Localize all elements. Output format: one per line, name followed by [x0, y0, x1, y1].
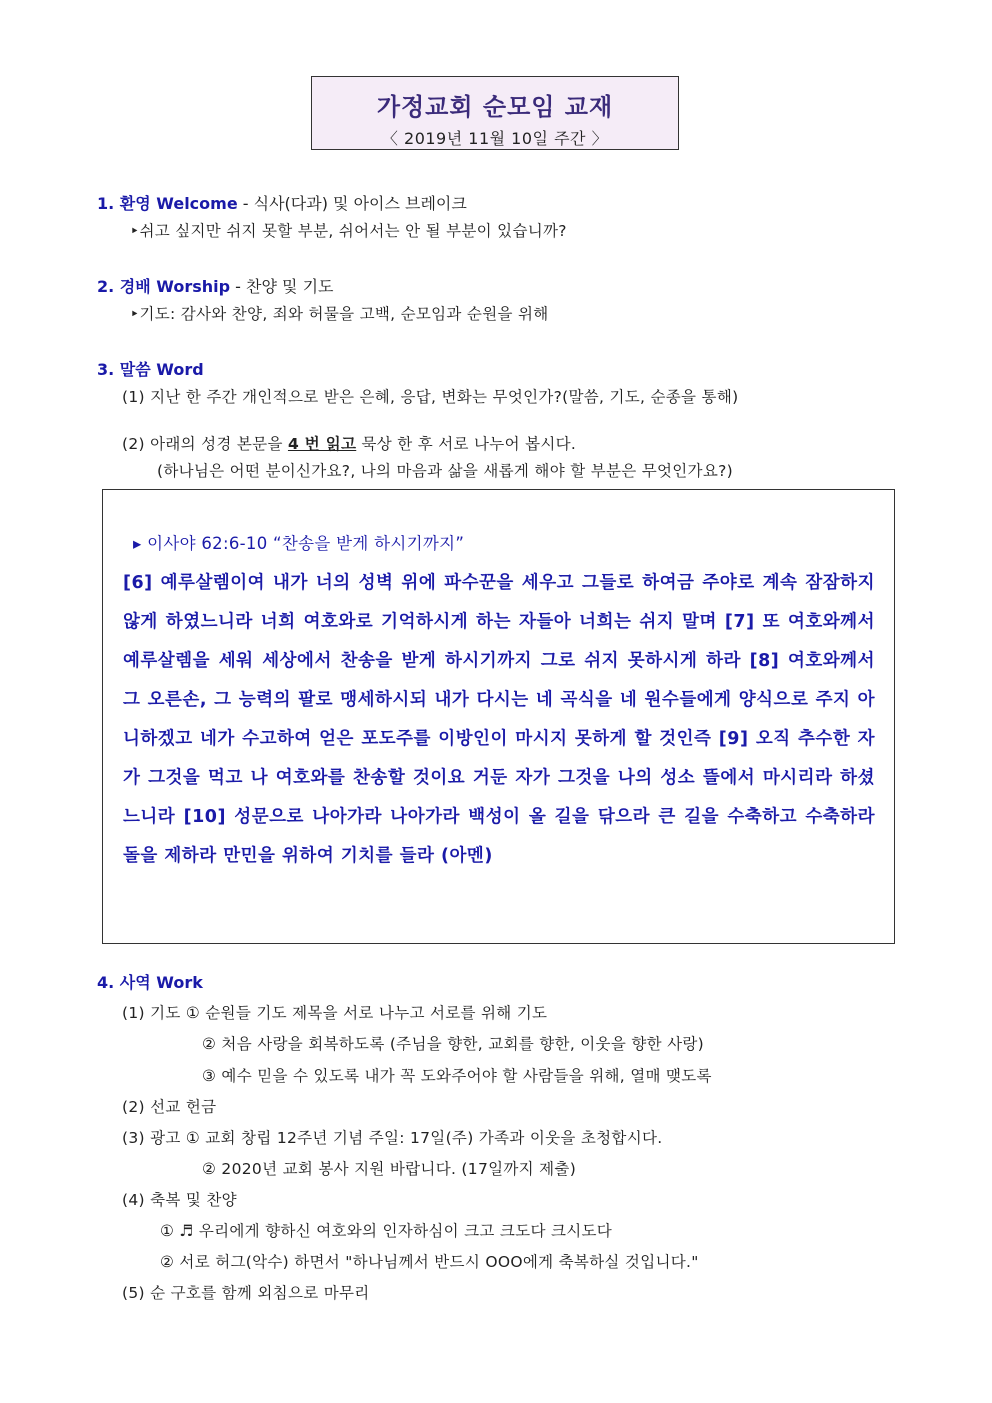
section-word	[97, 357, 204, 380]
work-mission-offering: (2) 선교 헌금	[122, 1098, 217, 1116]
word-question-2-sub: (하나님은 어떤 분이신가요?, 나의 마음과 삶을 새롭게 해야 할 부분은 무엇인가요?)	[157, 462, 733, 480]
worship-prayer: ‣기도: 감사와 찬양, 죄와 허물을 고백, 순모임과 순원을 위해	[130, 305, 549, 323]
work-prayer-3: ③ 예수 믿을 수 있도록 내가 꼭 도와주어야 할 사람들을 위해, 열매 맺도록	[202, 1067, 712, 1085]
work-prayer-1: (1) 기도 ① 순원들 기도 제목을 서로 나누고 서로를 위해 기도	[122, 1004, 548, 1022]
section-welcome	[97, 191, 467, 214]
work-closing: (5) 순 구호를 함께 외침으로 마무리	[122, 1284, 370, 1302]
title-box	[311, 76, 679, 150]
word-question-2-emphasis: 4 번 읽고	[287, 435, 357, 453]
work-blessing-song: ① ♬ 우리에게 향하신 여호와의 인자하심이 크고 크도다 크시도다	[160, 1222, 613, 1240]
scripture-text: [6] 예루살렘이여 내가 너의 성벽 위에 파수꾼을 세우고 그들로 하여금 주야로 계속 잠잠하지 않게 하였느니라 너희 여호와로 기억하시게 하는 자들아 너희는 쉬지 말며 [7] 또 여호와께서 예루살렘을 세워 세상에서 찬송을 받게 하시기까지 그로 쉬지 못하시게 하라 [8] 여호와께서 그 오른손, 그 능력의 팔로 맹세하시되 내가 다시는 네 곡식을 네 원수들에게 양식으로 주지 아니하겠고 네가 수고하여 얻은 포도주를 이방인이 마시지 못하게 할 것인즉 [9] 오직 추수한 자가 그것을 먹고 나 여호와를 찬송할 것이요 거둔 자가 그것을 나의 성소 뜰에서 마시리라 하셨느니라 [10] 성문으로 나아가라 나아가라 백성이 올 길을 닦으라 큰 길을 수축하고 수축하라 돌을 제하라 만민을 위하여 기치를 들라 (아멘)	[123, 573, 875, 866]
section-welcome-desc: - 식사(다과) 및 아이스 브레이크	[237, 194, 467, 213]
scripture-box	[102, 489, 895, 944]
section-work	[97, 970, 203, 993]
work-blessing-hug: ② 서로 허그(악수) 하면서 "하나님께서 반드시 OOO에게 축복하실 것입니다."	[160, 1253, 699, 1271]
section-work-heading: 4. 사역 Work	[97, 973, 203, 992]
work-announcement-2: ② 2020년 교회 봉사 지원 바랍니다. (17일까지 제출)	[202, 1160, 577, 1178]
work-prayer-2: ② 처음 사랑을 회복하도록 (주님을 향한, 교회를 향한, 이웃을 향한 사랑)	[202, 1035, 704, 1053]
document-title: 가정교회 순모임 교재	[376, 93, 614, 121]
word-question-2-post: 묵상 한 후 서로 나누어 봅시다.	[356, 435, 577, 453]
section-welcome-heading: 1. 환영 Welcome	[97, 194, 238, 213]
scripture-reference: ▸ 이사야 62:6-10 “찬송을 받게 하시기까지”	[133, 534, 465, 553]
section-worship	[97, 274, 333, 297]
section-worship-heading: 2. 경배 Worship	[97, 277, 231, 296]
section-worship-desc: - 찬양 및 기도	[230, 277, 334, 296]
word-question-2	[122, 432, 576, 454]
welcome-question: ‣쉬고 싶지만 쉬지 못할 부분, 쉬어서는 안 될 부분이 있습니까?	[130, 222, 567, 240]
work-blessing: (4) 축복 및 찬양	[122, 1191, 237, 1209]
document-date: 〈 2019년 11월 10일 주간 〉	[381, 129, 609, 148]
word-question-2-pre: (2) 아래의 성경 본문을	[122, 435, 288, 453]
section-word-heading: 3. 말씀 Word	[97, 360, 204, 379]
word-question-1: (1) 지난 한 주간 개인적으로 받은 은혜, 응답, 변화는 무엇인가?(말씀, 기도, 순종을 통해)	[122, 388, 739, 406]
work-announcement-1: (3) 광고 ① 교회 창립 12주년 기념 주일: 17일(주) 가족과 이웃을 초청합시다.	[122, 1129, 663, 1147]
